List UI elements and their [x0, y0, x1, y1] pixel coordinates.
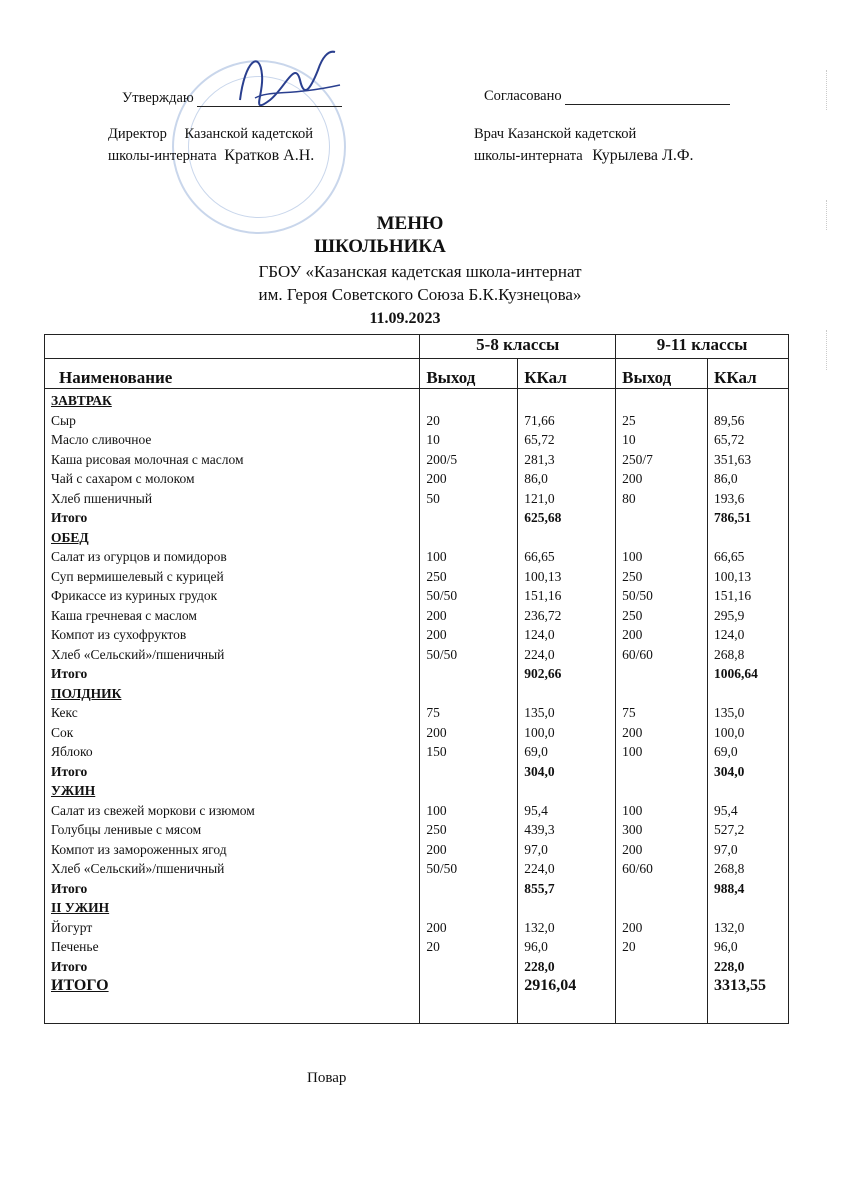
- item-name: Салат из свежей моркови с изюмом: [51, 802, 255, 818]
- col-out2-header: Выход: [616, 359, 708, 389]
- item-kcal2: 96,0: [714, 939, 738, 954]
- item-out1: 20: [426, 939, 440, 954]
- spacer: [714, 528, 782, 548]
- approve-position: [108, 126, 313, 143]
- approve-name: Кратков А.Н.: [224, 147, 315, 164]
- item-kcal1: 121,0: [524, 490, 555, 506]
- item-out1: 50/50: [426, 588, 458, 603]
- item-out1: 10: [426, 432, 440, 447]
- section-total-9-11: 1006,64: [714, 666, 758, 681]
- item-name: Суп вермишелевый с курицей: [51, 568, 224, 584]
- item-kcal1: 151,16: [524, 588, 562, 603]
- item-out2: 200: [622, 471, 643, 486]
- spacer: [622, 781, 701, 801]
- item-kcal1: 224,0: [524, 646, 555, 662]
- agree-person: [474, 147, 694, 165]
- spacer: [622, 898, 701, 918]
- spacer: [426, 976, 511, 996]
- section-total-9-11: 988,4: [714, 880, 745, 896]
- item-kcal1: 124,0: [524, 627, 555, 642]
- item-name: Фрикассе из куриных грудок: [51, 588, 218, 603]
- item-out1: 100: [426, 802, 447, 818]
- item-out2: 250/7: [622, 451, 653, 467]
- section-total-9-11: 304,0: [714, 763, 745, 779]
- approve-label: Утверждаю: [122, 90, 194, 106]
- item-kcal2: 268,8: [714, 861, 745, 876]
- col-kcal2-header: ККал: [708, 359, 789, 389]
- item-out2: 100: [622, 744, 643, 759]
- item-kcal2: 193,6: [714, 490, 745, 506]
- section-title: ЗАВТРАК: [51, 393, 112, 408]
- spacer: [524, 781, 609, 801]
- spacer: [426, 898, 511, 918]
- item-kcal1: 135,0: [524, 705, 555, 720]
- kcal2-column: [708, 389, 789, 1024]
- col-out1-header: Выход: [420, 359, 518, 389]
- item-kcal1: 65,72: [524, 432, 555, 447]
- title-line1: МЕНЮ: [376, 213, 444, 234]
- item-name: Голубцы ленивые с мясом: [51, 822, 202, 837]
- spacer: [524, 684, 609, 704]
- approve-person: [108, 147, 314, 165]
- name-column: [45, 389, 420, 1024]
- spacer: [622, 528, 701, 548]
- item-kcal1: 100,13: [524, 568, 562, 584]
- item-out1: 250: [426, 822, 447, 837]
- item-name: Салат из огурцов и помидоров: [51, 549, 227, 564]
- spacer: [714, 684, 782, 704]
- item-out2: 25: [622, 412, 636, 428]
- agree-name: Курылева Л.Ф.: [592, 147, 694, 164]
- spacer: [622, 391, 701, 411]
- section-title: ОБЕД: [51, 529, 89, 545]
- agree-block: [484, 88, 730, 105]
- section-total-label: Итого: [51, 880, 88, 896]
- item-kcal2: 95,4: [714, 802, 738, 818]
- item-out1: 75: [426, 705, 440, 720]
- approve-signature-line: [197, 106, 342, 107]
- spacer: [426, 957, 511, 977]
- item-out1: 200: [426, 607, 447, 623]
- item-kcal1: 95,4: [524, 802, 548, 818]
- spacer: [714, 898, 782, 918]
- item-out1: 200: [426, 627, 447, 642]
- item-out1: 150: [426, 744, 447, 759]
- item-kcal2: 97,0: [714, 841, 738, 857]
- item-kcal2: 124,0: [714, 627, 745, 642]
- item-name: Хлеб «Сельский»/пшеничный: [51, 861, 225, 876]
- item-name: Хлеб «Сельский»/пшеничный: [51, 646, 225, 662]
- approve-position-part1: Директор: [108, 126, 167, 142]
- item-kcal1: 236,72: [524, 607, 562, 623]
- spacer: [622, 957, 701, 977]
- item-out1: 200/5: [426, 451, 458, 467]
- spacer: [622, 762, 701, 782]
- item-name: Сыр: [51, 412, 76, 428]
- org-line1: ГБОУ «Казанская кадетская школа-интернат: [258, 262, 582, 281]
- item-name: Яблоко: [51, 744, 93, 759]
- item-kcal2: 132,0: [714, 919, 745, 935]
- out1-column: [420, 389, 518, 1024]
- group-9-11: 9-11 классы: [616, 335, 789, 359]
- item-out2: 200: [622, 919, 643, 935]
- scan-mark: [826, 330, 841, 370]
- item-out2: 300: [622, 822, 643, 837]
- item-kcal2: 89,56: [714, 412, 745, 428]
- approve-block: [122, 90, 342, 107]
- item-kcal1: 96,0: [524, 939, 548, 954]
- agree-position: Врач Казанской кадетской: [474, 126, 637, 142]
- grand-total-5-8: 2916,04: [524, 977, 577, 994]
- spacer: [426, 391, 511, 411]
- out2-column: [616, 389, 708, 1024]
- agree-signature-line: [565, 104, 730, 105]
- grand-total-label: ИТОГО: [51, 977, 109, 994]
- blank-header-cell: [45, 335, 420, 359]
- item-out1: 200: [426, 841, 447, 857]
- menu-table: [44, 334, 789, 1024]
- item-out2: 250: [622, 568, 643, 584]
- item-out2: 60/60: [622, 646, 653, 662]
- agree-label: Согласовано: [484, 88, 562, 104]
- spacer: [622, 976, 701, 996]
- spacer: [426, 879, 511, 899]
- item-kcal2: 268,8: [714, 646, 745, 662]
- section-total-5-8: 902,66: [524, 666, 562, 681]
- item-name: Сок: [51, 724, 74, 740]
- item-kcal1: 132,0: [524, 919, 555, 935]
- group-5-8: 5-8 классы: [420, 335, 616, 359]
- item-out2: 20: [622, 939, 636, 954]
- item-kcal1: 69,0: [524, 744, 548, 759]
- item-kcal1: 100,0: [524, 724, 555, 740]
- item-kcal2: 351,63: [714, 451, 752, 467]
- spacer: [524, 528, 609, 548]
- col-kcal1-header: ККал: [518, 359, 616, 389]
- item-kcal1: 439,3: [524, 822, 555, 837]
- item-name: Чай с сахаром с молоком: [51, 471, 195, 486]
- item-out1: 50/50: [426, 646, 458, 662]
- item-kcal2: 66,65: [714, 549, 745, 564]
- item-out2: 200: [622, 724, 643, 740]
- section-title: ПОЛДНИК: [51, 685, 122, 701]
- spacer: [426, 664, 511, 684]
- item-kcal1: 97,0: [524, 841, 548, 857]
- item-name: Каша рисовая молочная с маслом: [51, 451, 244, 467]
- item-kcal2: 295,9: [714, 607, 745, 623]
- item-kcal2: 86,0: [714, 471, 738, 486]
- scan-mark: [826, 200, 841, 230]
- item-kcal1: 66,65: [524, 549, 555, 564]
- spacer: [426, 684, 511, 704]
- spacer: [714, 781, 782, 801]
- item-name: Компот из замороженных ягод: [51, 841, 227, 857]
- item-kcal2: 65,72: [714, 432, 745, 447]
- item-kcal2: 100,0: [714, 724, 745, 740]
- item-out1: 100: [426, 549, 447, 564]
- kcal1-column: [518, 389, 616, 1024]
- item-out2: 250: [622, 607, 643, 623]
- item-out2: 200: [622, 841, 643, 857]
- spacer: [622, 508, 701, 528]
- item-name: Компот из сухофруктов: [51, 627, 187, 642]
- item-out2: 60/60: [622, 861, 653, 876]
- approve-position-part3: школы-интерната: [108, 148, 217, 164]
- section-total-5-8: 855,7: [524, 880, 555, 896]
- item-kcal1: 281,3: [524, 451, 555, 467]
- spacer: [426, 762, 511, 782]
- item-out1: 200: [426, 471, 447, 486]
- section-total-label: Итого: [51, 763, 88, 779]
- item-kcal2: 135,0: [714, 705, 745, 720]
- section-total-9-11: 786,51: [714, 510, 752, 525]
- item-out2: 100: [622, 549, 643, 564]
- spacer: [524, 391, 609, 411]
- item-out1: 50/50: [426, 861, 458, 876]
- item-kcal1: 224,0: [524, 861, 555, 876]
- spacer: [622, 684, 701, 704]
- item-name: Масло сливочное: [51, 432, 152, 447]
- spacer: [622, 664, 701, 684]
- item-kcal2: 527,2: [714, 822, 745, 837]
- item-name: Печенье: [51, 939, 99, 954]
- grand-total-9-11: 3313,55: [714, 977, 767, 994]
- spacer: [524, 898, 609, 918]
- spacer: [622, 879, 701, 899]
- spacer: [426, 508, 511, 528]
- item-name: Кекс: [51, 705, 78, 720]
- section-total-5-8: 625,68: [524, 510, 562, 525]
- spacer: [714, 391, 782, 411]
- item-out2: 50/50: [622, 588, 653, 603]
- section-total-label: Итого: [51, 510, 88, 525]
- item-kcal1: 71,66: [524, 412, 555, 428]
- section-title: II УЖИН: [51, 900, 110, 915]
- cook-label: Повар: [307, 1070, 347, 1086]
- approve-position-part2: Казанской кадетской: [184, 126, 314, 142]
- item-out2: 80: [622, 490, 636, 506]
- item-name: Йогурт: [51, 919, 93, 935]
- spacer: [426, 781, 511, 801]
- section-title: УЖИН: [51, 783, 96, 798]
- title-line2: ШКОЛЬНИКА: [314, 236, 446, 257]
- item-out2: 200: [622, 627, 643, 642]
- section-total-label: Итого: [51, 666, 88, 681]
- section-total-5-8: 304,0: [524, 763, 555, 779]
- item-name: Каша гречневая с маслом: [51, 607, 197, 623]
- item-out1: 200: [426, 919, 447, 935]
- item-name: Хлеб пшеничный: [51, 490, 153, 506]
- col-name-header: Наименование: [45, 359, 420, 389]
- item-out1: 200: [426, 724, 447, 740]
- scan-mark: [826, 70, 841, 110]
- item-out1: 50: [426, 490, 440, 506]
- item-kcal2: 69,0: [714, 744, 738, 759]
- section-total-label: Итого: [51, 958, 88, 974]
- item-out2: 10: [622, 432, 636, 447]
- item-kcal2: 100,13: [714, 568, 752, 584]
- item-out2: 100: [622, 802, 643, 818]
- agree-position-part2: школы-интерната: [474, 148, 583, 164]
- org-line2: им. Героя Советского Союза Б.К.Кузнецова»: [258, 285, 582, 304]
- item-kcal1: 86,0: [524, 471, 548, 486]
- section-total-9-11: 228,0: [714, 958, 745, 974]
- item-out1: 250: [426, 568, 447, 584]
- menu-date: 11.09.2023: [369, 310, 441, 327]
- item-kcal2: 151,16: [714, 588, 752, 603]
- item-out1: 20: [426, 412, 440, 428]
- item-out2: 75: [622, 705, 636, 720]
- section-total-5-8: 228,0: [524, 958, 555, 974]
- spacer: [426, 528, 511, 548]
